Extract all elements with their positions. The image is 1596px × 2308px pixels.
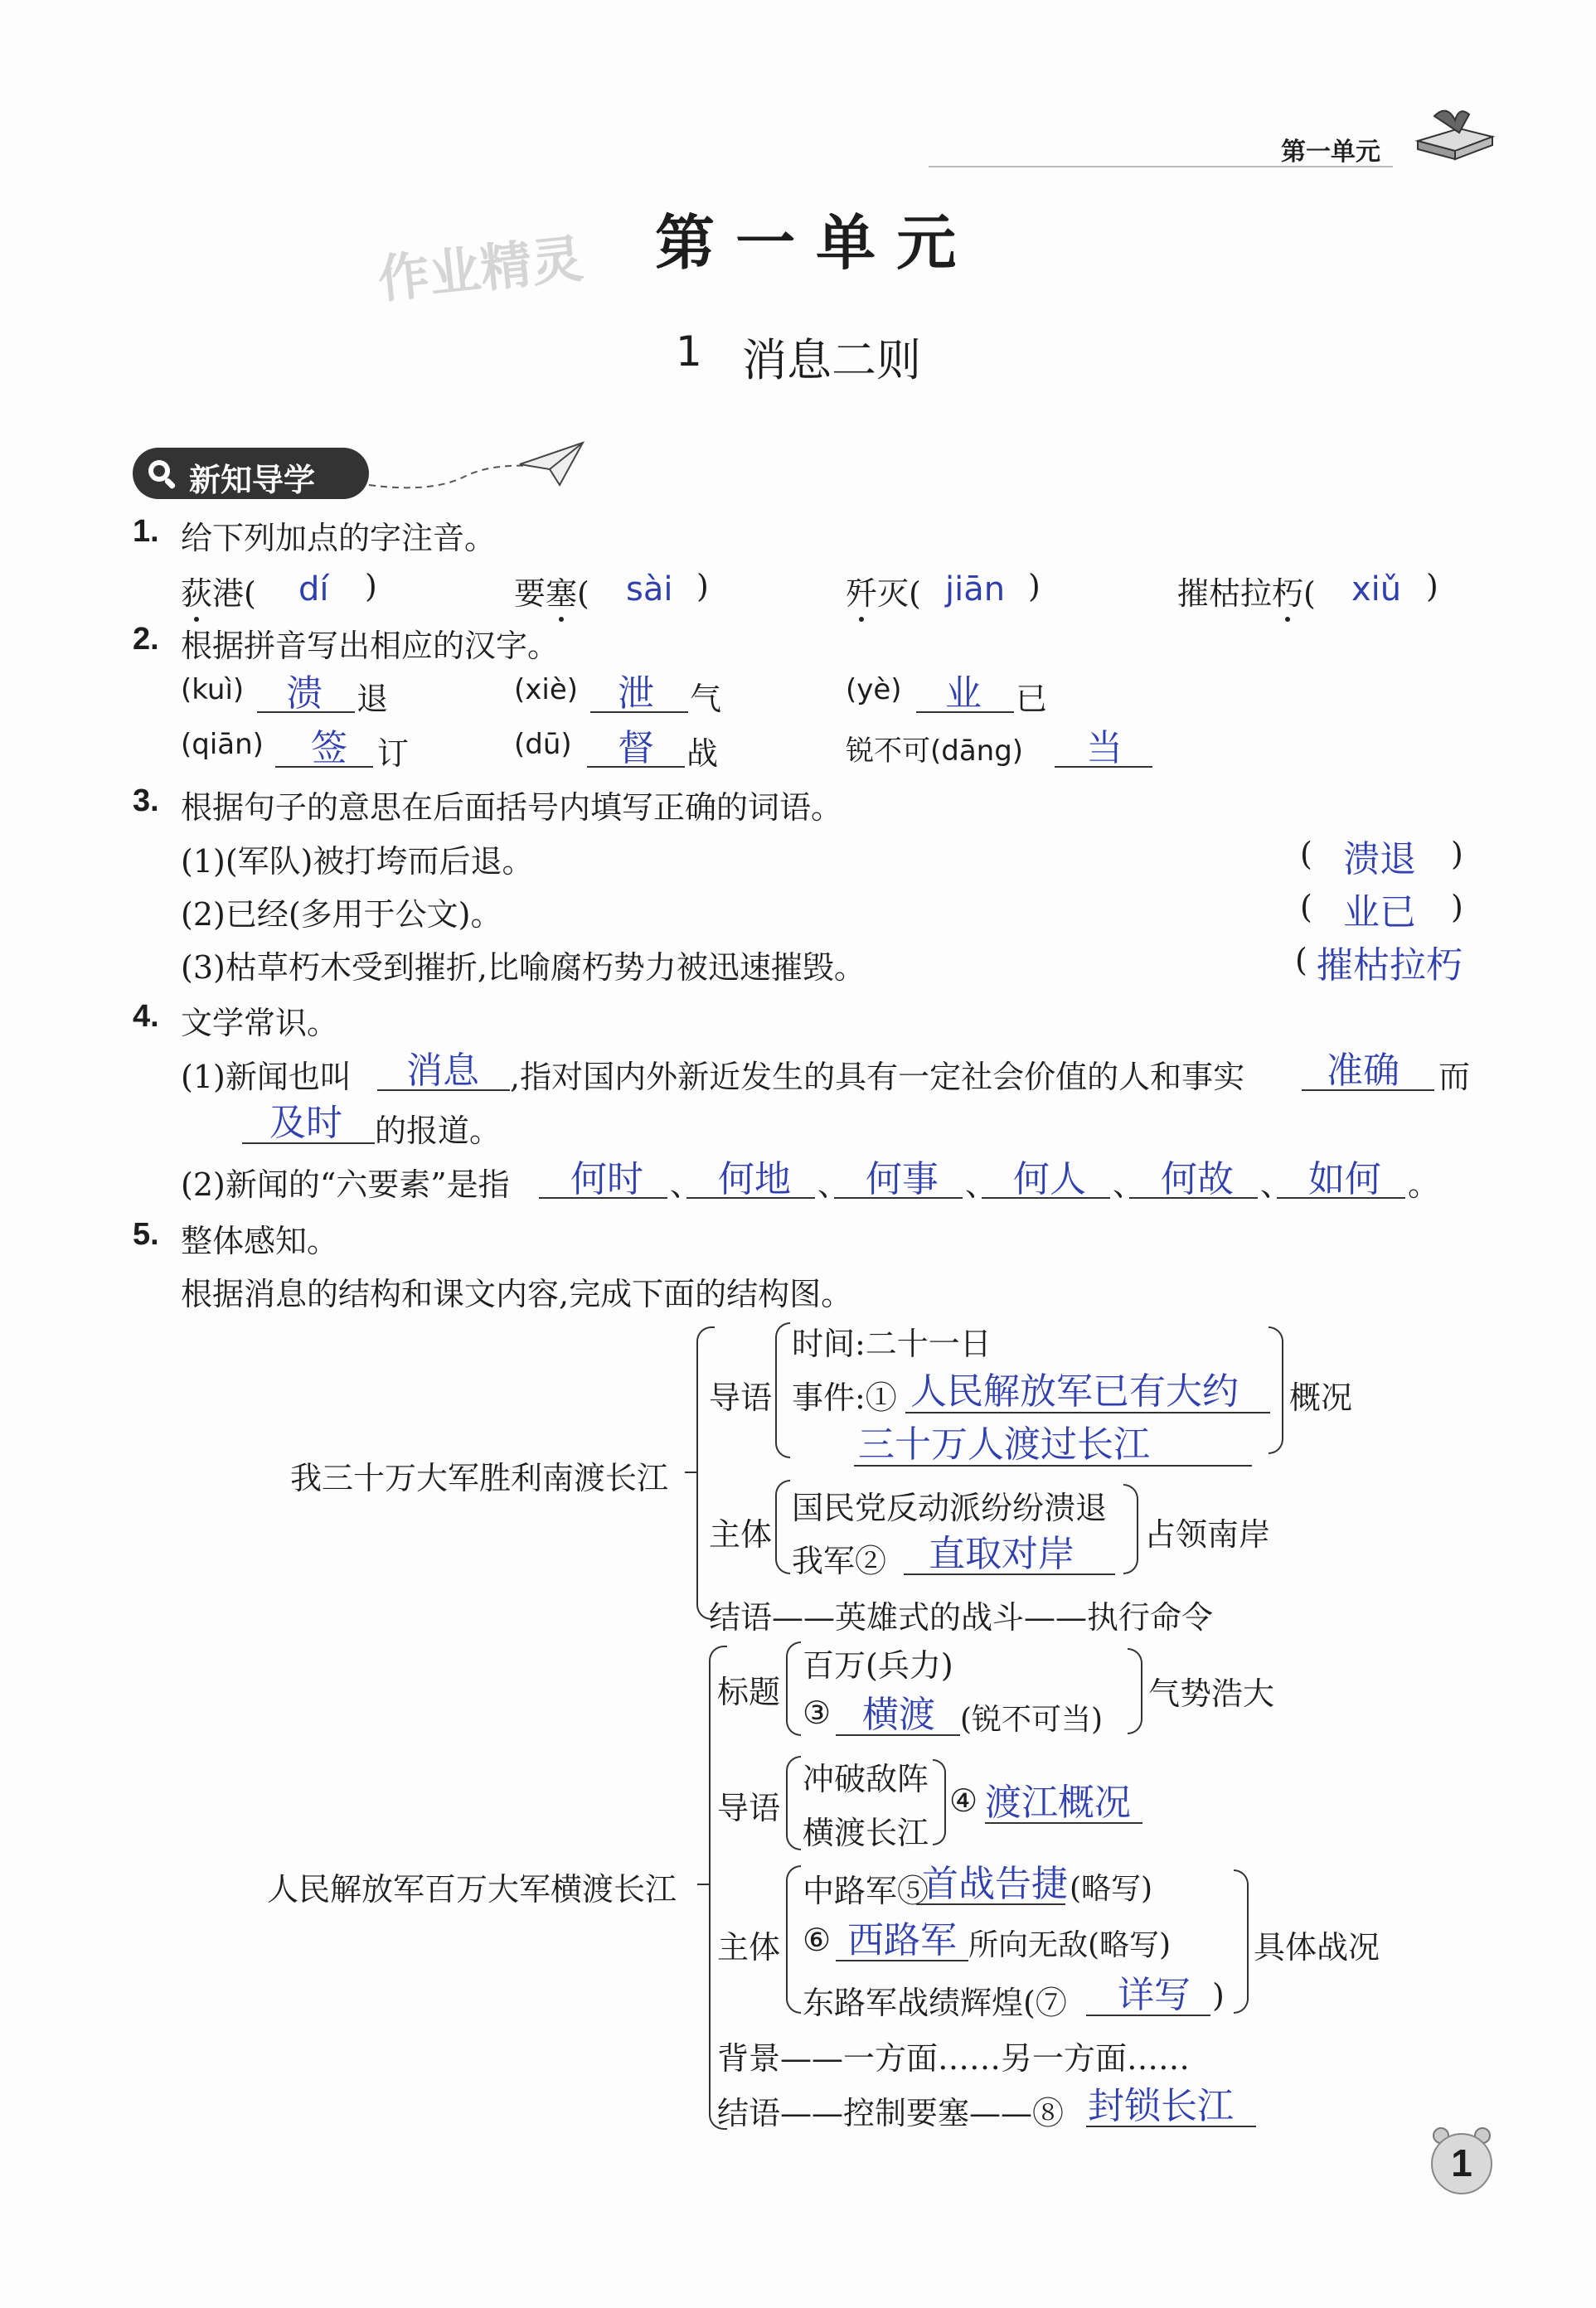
d2-qishi: 气势浩大 — [1148, 1675, 1275, 1712]
d2-z1tail: (略写) — [1070, 1872, 1153, 1906]
q4-six-answer: 何时 — [570, 1158, 643, 1200]
q1-close-1: ) — [365, 568, 377, 604]
d2-zhuti: 主体 — [717, 1929, 781, 1966]
q2-tail-5: 战 — [686, 735, 719, 772]
q2-text: 根据拼音写出相应的汉字。 — [181, 628, 560, 664]
search-icon — [144, 456, 181, 496]
q4-six-sep: 、 — [1260, 1166, 1293, 1203]
d2-blank-3 — [836, 1734, 960, 1736]
q2-blank-1 — [257, 711, 355, 713]
q3-item-2: (2)已经(多用于公文)。 — [181, 896, 502, 933]
q4-ans-zhunque: 准确 — [1327, 1050, 1400, 1092]
d2-blank-4 — [985, 1822, 1142, 1824]
q2-ans-3: 业 — [945, 672, 982, 715]
q5-sub: 根据消息的结构和课文内容,完成下面的结构图。 — [181, 1276, 853, 1312]
q2-tail-4: 订 — [377, 735, 410, 772]
d2-jieyu: 结语——控制要塞——⑧ — [717, 2095, 1065, 2131]
q4-blank-3 — [242, 1142, 375, 1144]
d2-daoyu: 导语 — [717, 1790, 781, 1826]
q4-six-sep: 。 — [1408, 1166, 1440, 1203]
q4-six-answer: 何故 — [1161, 1158, 1234, 1200]
section-badge-label: 新知导学 — [189, 462, 316, 498]
q4-six-sep: 、 — [817, 1166, 850, 1203]
d1-zhanling: 占领南岸 — [1144, 1516, 1271, 1553]
q4-six-blank — [1277, 1197, 1405, 1199]
d2-z2: ⑥ — [803, 1922, 832, 1958]
q1-item-4: 摧枯拉朽( — [1177, 568, 1316, 613]
d2-blank-6 — [836, 1960, 968, 1961]
d2-z2tail: 所向无敌(略写) — [968, 1928, 1172, 1962]
d2-brace-biaoti — [786, 1641, 801, 1736]
q4-line3-a: (2)新闻的“六要素”是指 — [181, 1166, 510, 1203]
d2-ans7: 详写 — [1118, 1974, 1191, 2016]
q1-answer-2: sài — [626, 570, 673, 609]
q3-item-1: (1)(军队)被打垮而后退。 — [181, 843, 534, 880]
q2-py-1: (kuì) — [181, 673, 245, 706]
d2-d4: ④ — [949, 1782, 978, 1819]
d1-brace-tip — [685, 1472, 696, 1473]
q3-item-3: (3)枯草朽木受到摧折,比喻腐朽势力被迅速摧毁。 — [181, 949, 866, 986]
d1-ans2: 直取对岸 — [929, 1533, 1075, 1575]
d1-daoyu: 导语 — [709, 1379, 773, 1416]
q4-number: 4. — [133, 999, 159, 1034]
q3-ans-1: 溃退 — [1343, 838, 1416, 880]
d2-blank-7 — [1086, 2015, 1210, 2016]
q5-number: 5. — [133, 1217, 159, 1252]
q2-py-5: (dū) — [514, 728, 572, 761]
lesson-number: 1 — [676, 327, 702, 376]
q4-six-blank — [539, 1197, 667, 1199]
q2-py-4: (qiān) — [181, 728, 264, 761]
d2-d2: 横渡长江 — [803, 1815, 929, 1851]
q2-tail-1: 退 — [357, 681, 389, 717]
q2-blank-3 — [916, 711, 1014, 713]
q4-blank-2 — [1302, 1089, 1434, 1091]
q4-six-blank — [686, 1197, 815, 1199]
q2-ans-1: 溃 — [286, 672, 323, 715]
q1-text: 给下列加点的字注音。 — [181, 520, 497, 556]
q4-six-answer: 何人 — [1013, 1158, 1086, 1200]
d1-zhuti: 主体 — [709, 1516, 773, 1553]
q1-answer-3: jiān — [945, 570, 1006, 609]
d2-brace-juti — [1234, 1869, 1249, 2014]
q2-blank-5 — [587, 766, 685, 768]
d2-brace-tip — [697, 1884, 709, 1885]
d2-blank-5 — [916, 1903, 1065, 1905]
q4-six-sep: 、 — [965, 1166, 997, 1203]
q2-tail-2: 气 — [690, 681, 722, 717]
q3-close-1: ) — [1451, 836, 1463, 872]
q1-close-3: ) — [1028, 568, 1041, 604]
page-number: 1 — [1451, 2141, 1472, 2184]
d1-brace-gaikuang — [1269, 1326, 1283, 1454]
q4-six-blank — [1129, 1197, 1258, 1199]
q2-blank-6 — [1055, 766, 1152, 768]
d1-brace-main — [696, 1326, 715, 1620]
q4-six-answer: 何事 — [866, 1158, 939, 1200]
d2-z3tail: ) — [1212, 1977, 1225, 2014]
d1-blank-1a — [905, 1412, 1270, 1413]
q3-open-2: ( — [1300, 889, 1312, 925]
section-badge — [133, 448, 369, 499]
d1-brace-zhuti — [775, 1480, 790, 1574]
d2-brace-d4 — [933, 1759, 946, 1845]
q1-number: 1. — [133, 514, 159, 549]
q3-open-3: ( — [1295, 942, 1307, 978]
q1-answer-4: xiǔ — [1351, 570, 1402, 609]
q4-six-blank — [834, 1197, 963, 1199]
q1-item-1: 荻港( — [181, 568, 256, 613]
q1-close-4: ) — [1426, 568, 1438, 604]
q4-line1-b: ,指对国内外新近发生的具有一定社会价值的人和事实 — [510, 1059, 1245, 1095]
d2-biaoti: 标题 — [717, 1674, 781, 1710]
q2-number: 2. — [133, 622, 159, 657]
d1-root: 我三十万大军胜利南渡长江 — [290, 1460, 669, 1496]
q1-close-2: ) — [696, 568, 709, 604]
books-icon — [1409, 99, 1501, 169]
q4-blank-1 — [377, 1089, 510, 1091]
d1-blank-2 — [904, 1573, 1115, 1575]
d2-ans4: 渡江概况 — [985, 1782, 1131, 1824]
q4-six-blank — [982, 1197, 1110, 1199]
watermark: 作业精灵 — [375, 228, 586, 310]
unit-title: 第 一 单 元 — [655, 207, 957, 278]
q4-line1-c: 而 — [1438, 1059, 1471, 1095]
q4-line2-b: 的报道。 — [375, 1113, 502, 1149]
q4-text: 文学常识。 — [181, 1005, 339, 1041]
d2-ans5: 首战告捷 — [922, 1863, 1068, 1905]
q4-six-sep: 、 — [1113, 1166, 1145, 1203]
q2-py-6: 锐不可(dāng) — [846, 735, 1024, 768]
q2-ans-2: 泄 — [618, 672, 654, 715]
q3-open-1: ( — [1300, 836, 1312, 872]
d2-b2: ③ — [803, 1695, 832, 1731]
d2-b1: 百万(兵力) — [803, 1647, 953, 1684]
q4-line1-a: (1)新闻也叫 — [181, 1059, 352, 1095]
q3-ans-3: 摧枯拉朽 — [1317, 944, 1463, 987]
d2-b2tail: (锐不可当) — [960, 1703, 1104, 1737]
q2-ans-5: 督 — [618, 727, 654, 769]
q2-blank-2 — [590, 711, 688, 713]
d2-blank-8 — [1086, 2126, 1256, 2127]
d2-brace-daoyu — [786, 1756, 801, 1850]
q4-ans-jishi: 及时 — [269, 1102, 342, 1144]
q1-answer-1: dí — [298, 570, 329, 609]
d2-z1: 中路军⑤ — [803, 1873, 929, 1909]
paper-plane-icon — [518, 439, 585, 492]
q3-ans-2: 业已 — [1343, 891, 1416, 933]
q3-number: 3. — [133, 783, 159, 818]
header-unit-label: 第一单元 — [1281, 138, 1380, 167]
d2-juti: 具体战况 — [1254, 1929, 1380, 1966]
q4-six-answer: 如何 — [1308, 1158, 1381, 1200]
d1-blank-1b — [854, 1465, 1252, 1467]
q2-py-2: (xiè) — [514, 673, 579, 706]
q4-six-sep: 、 — [670, 1166, 702, 1203]
q1-dotted-char: 荻 — [181, 568, 212, 613]
d2-ans3: 横渡 — [862, 1694, 935, 1736]
d1-brace-daoyu — [775, 1322, 790, 1458]
q2-ans-4: 签 — [311, 727, 347, 769]
d1-z2: 我军② — [792, 1543, 887, 1579]
d2-beijing: 背景——一方面……另一方面…… — [717, 2040, 1191, 2077]
q2-tail-3: 已 — [1016, 681, 1048, 717]
q4-six-answer: 何地 — [718, 1158, 791, 1200]
d2-brace-zhuti — [786, 1865, 801, 2014]
q5-text: 整体感知。 — [181, 1223, 339, 1259]
q2-py-3: (yè) — [846, 673, 902, 706]
q3-text: 根据句子的意思在后面括号内填写正确的词语。 — [181, 789, 843, 826]
d1-ans1a: 人民解放军已有大约 — [910, 1370, 1239, 1413]
lesson-title: 消息二则 — [742, 334, 921, 386]
page-badge — [1424, 2122, 1499, 2197]
q3-close-2: ) — [1451, 889, 1463, 925]
q2-ans-6: 当 — [1086, 727, 1123, 769]
d2-ans6: 西路军 — [847, 1919, 957, 1961]
d1-time: 时间:二十一日 — [792, 1326, 992, 1362]
d2-root: 人民解放军百万大军横渡长江 — [267, 1871, 677, 1908]
q2-blank-4 — [275, 766, 373, 768]
d1-gaikuang: 概况 — [1289, 1379, 1353, 1416]
d1-jieyu: 结语——英雄式的战斗——执行命令 — [709, 1599, 1214, 1636]
d1-event: 事件:① — [792, 1379, 897, 1416]
d1-brace-zhanling — [1123, 1484, 1138, 1574]
d2-brace-qishi — [1128, 1648, 1142, 1734]
q1-item-3: 歼灭( — [846, 568, 921, 613]
d2-z3: 东路军战绩辉煌(⑦ — [803, 1985, 1067, 2021]
q1-item-2: 要塞( — [514, 568, 589, 613]
d2-d1: 冲破敌阵 — [803, 1761, 929, 1797]
d2-ans8: 封锁长江 — [1088, 2085, 1234, 2127]
q4-ans-xiaoxi: 消息 — [406, 1050, 479, 1092]
d1-z1: 国民党反动派纷纷溃退 — [792, 1490, 1108, 1526]
d1-ans1b: 三十万人渡过长江 — [858, 1423, 1150, 1466]
